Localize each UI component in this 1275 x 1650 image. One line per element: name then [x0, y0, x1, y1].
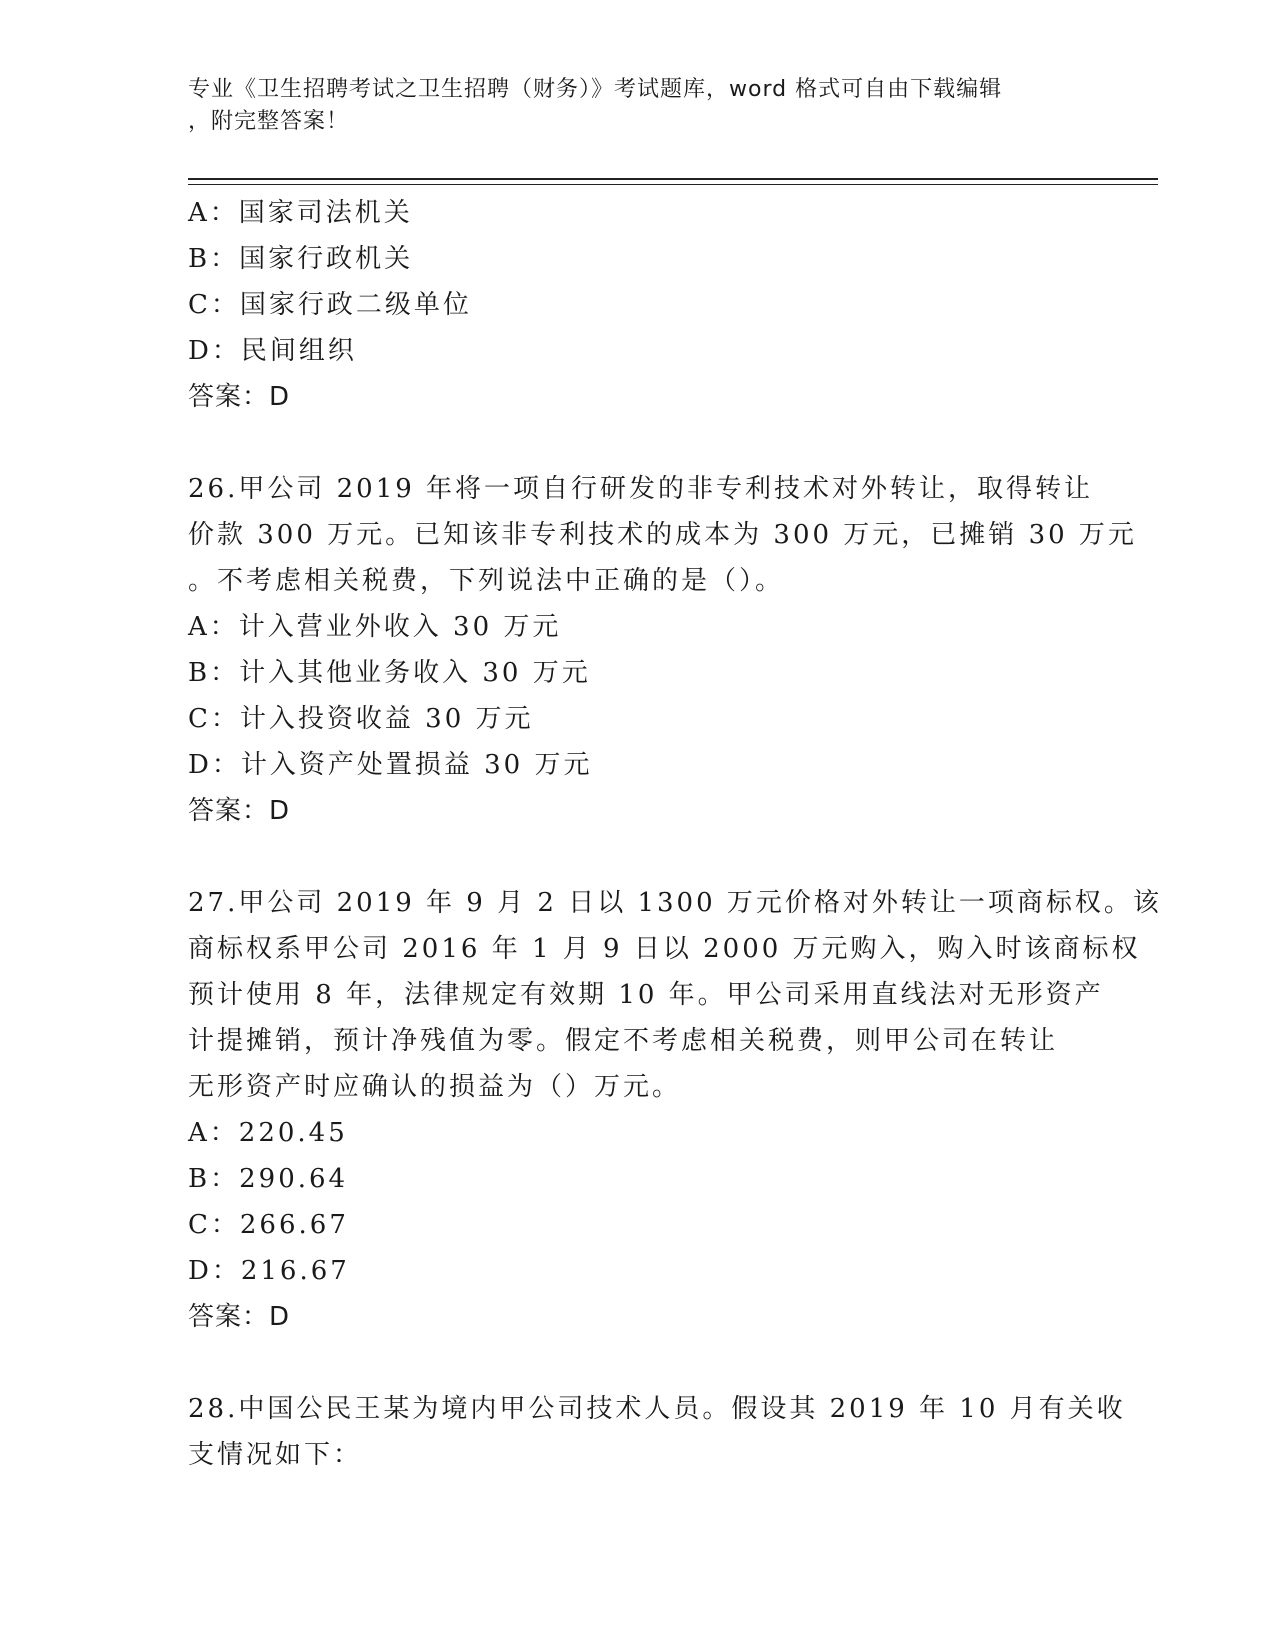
header-rule-thin — [188, 184, 1158, 185]
option-b: B：国家行政机关 — [188, 244, 414, 274]
answer-line: 答案：D — [188, 1302, 291, 1332]
header-line-2: ，附完整答案！ — [188, 109, 350, 134]
answer-line: 答案：D — [188, 382, 291, 412]
option-d: D：216.67 — [188, 1256, 350, 1286]
question-text-line: 预计使用 8 年，法律规定有效期 10 年。甲公司采用直线法对无形资产 — [188, 980, 1104, 1010]
option-d: D：计入资产处置损益 30 万元 — [188, 750, 593, 780]
option-c: C：266.67 — [188, 1210, 349, 1240]
question-27-block — [188, 880, 1162, 1340]
question-text-line: 28.中国公民王某为境内甲公司技术人员。假设其 2019 年 10 月有关收 — [188, 1394, 1126, 1424]
document-body — [188, 190, 1162, 1478]
question-25-block — [188, 190, 1088, 420]
question-text-line: 支情况如下： — [188, 1440, 363, 1470]
question-text-line: 。不考虑相关税费，下列说法中正确的是（）。 — [188, 566, 785, 596]
option-b: B：计入其他业务收入 30 万元 — [188, 658, 591, 688]
option-b: B：290.64 — [188, 1164, 349, 1194]
answer-line: 答案：D — [188, 796, 291, 826]
page-header — [188, 74, 1088, 138]
spacer — [188, 1340, 1088, 1386]
header-rule-thick — [188, 178, 1158, 180]
option-c: C：国家行政二级单位 — [188, 290, 472, 320]
question-text-line: 无形资产时应确认的损益为（）万元。 — [188, 1072, 682, 1102]
question-28-block — [188, 1386, 1126, 1478]
option-a: A：国家司法机关 — [188, 198, 413, 228]
question-26-block — [188, 466, 1137, 834]
header-line-1: 专业《卫生招聘考试之卫生招聘（财务）》考试题库，word 格式可自由下载编辑 — [188, 77, 1003, 102]
question-text-line: 商标权系甲公司 2016 年 1 月 9 日以 2000 万元购入，购入时该商标权 — [188, 934, 1141, 964]
question-text-line: 27.甲公司 2019 年 9 月 2 日以 1300 万元价格对外转让一项商标权。该 — [188, 888, 1162, 918]
option-c: C：计入投资收益 30 万元 — [188, 704, 534, 734]
question-text-line: 26.甲公司 2019 年将一项自行研发的非专利技术对外转让，取得转让 — [188, 474, 1094, 504]
question-text-line: 计提摊销，预计净残值为零。假定不考虑相关税费，则甲公司在转让 — [188, 1026, 1059, 1056]
option-d: D：民间组织 — [188, 336, 357, 366]
question-text-line: 价款 300 万元。已知该非专利技术的成本为 300 万元，已摊销 30 万元 — [188, 520, 1137, 550]
option-a: A：计入营业外收入 30 万元 — [188, 612, 562, 642]
spacer — [188, 420, 1088, 466]
spacer — [188, 834, 1088, 880]
option-a: A：220.45 — [188, 1118, 348, 1148]
